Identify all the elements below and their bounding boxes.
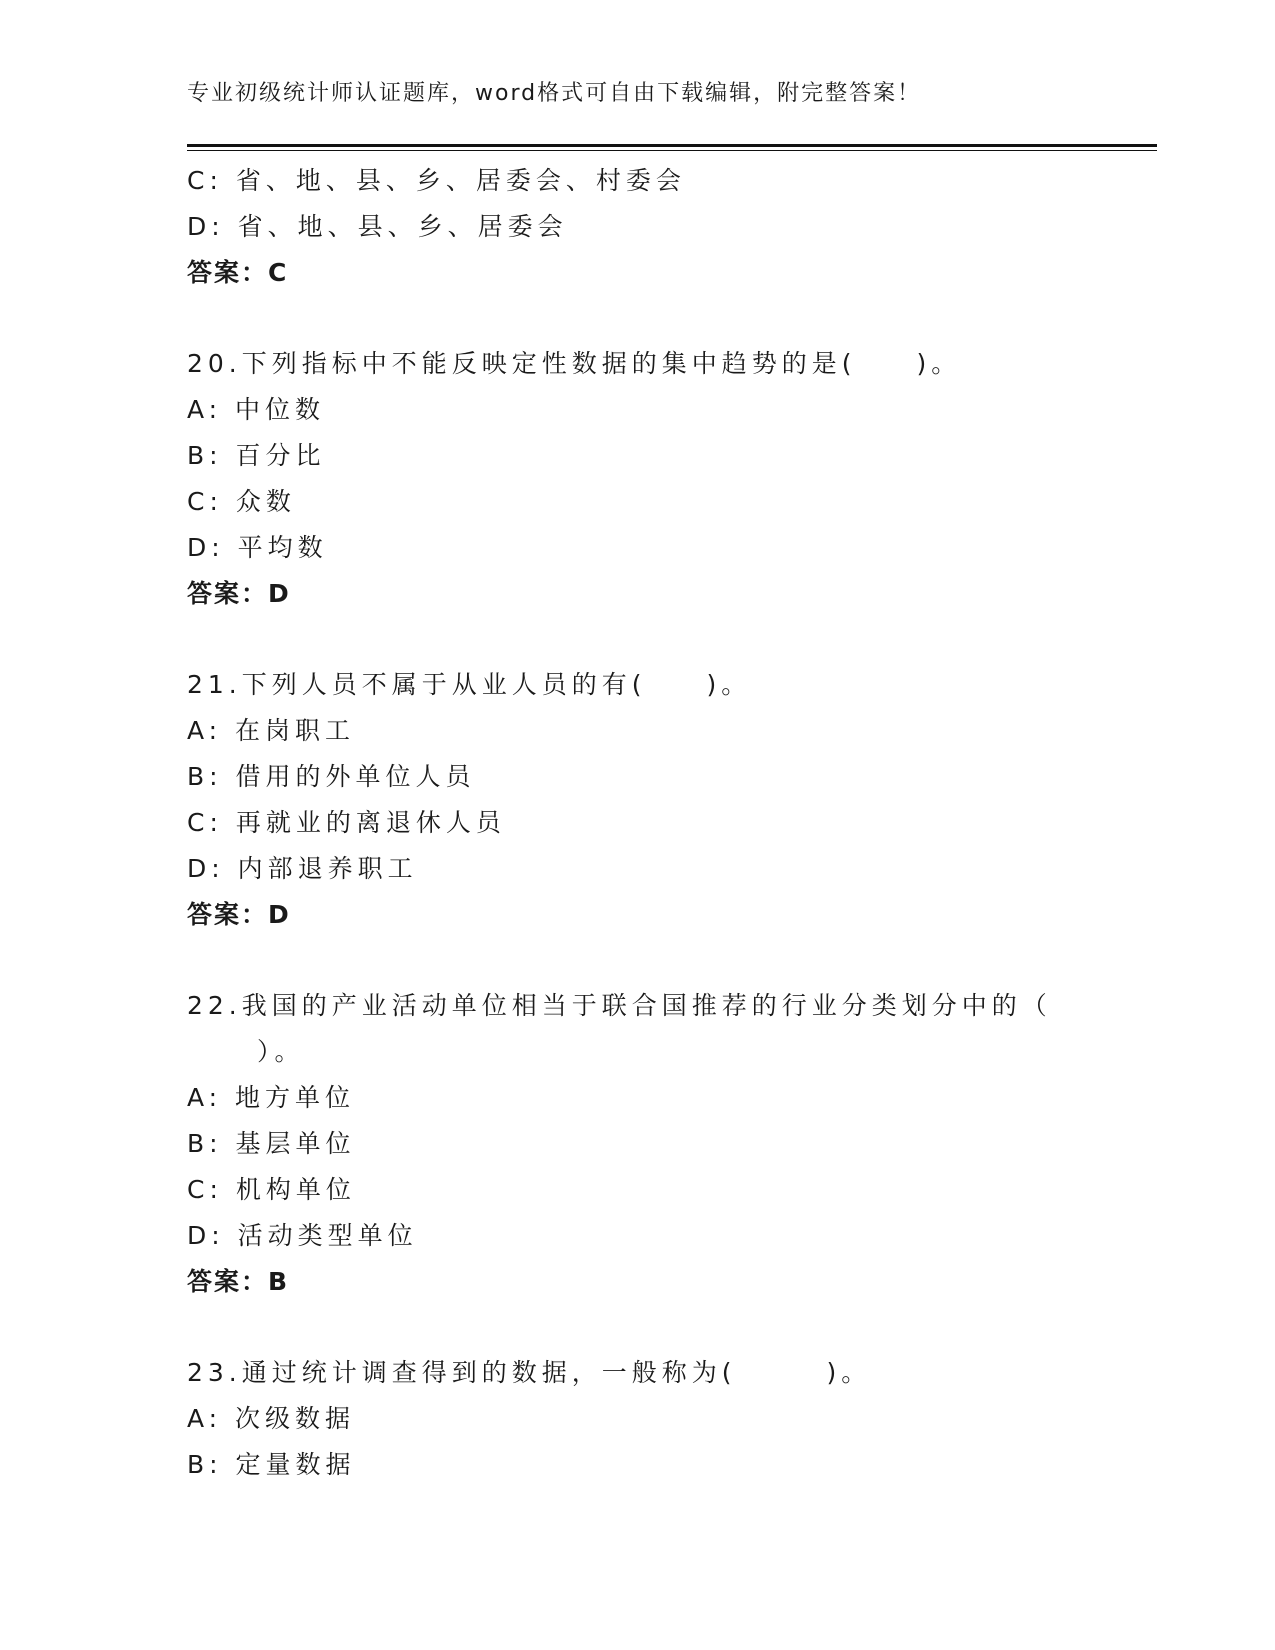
answer: 答案：C [187, 258, 289, 287]
option-a: A: 次级数据 [187, 1404, 356, 1433]
option-a: A: 地方单位 [187, 1083, 356, 1112]
page-header: 专业初级统计师认证题库，word格式可自由下载编辑，附完整答案！ [187, 81, 922, 106]
option-d: D: 省、地、县、乡、居委会 [187, 212, 568, 241]
header-rule-thin [187, 150, 1157, 151]
question-stem-continued: ）。 [257, 1037, 305, 1066]
option-b: B: 百分比 [187, 441, 326, 470]
question-19 [187, 158, 1157, 296]
question-stem: 23.通过统计调查得到的数据，一般称为( )。 [187, 1358, 872, 1387]
option-b: B: 基层单位 [187, 1129, 356, 1158]
question-stem: 21.下列人员不属于从业人员的有( )。 [187, 670, 752, 699]
answer: 答案：D [187, 579, 291, 608]
document-body [187, 158, 1157, 1488]
question-20 [187, 341, 1157, 617]
question-stem: 22.我国的产业活动单位相当于联合国推荐的行业分类划分中的（ [187, 991, 1052, 1020]
option-b: B: 借用的外单位人员 [187, 762, 476, 791]
option-b: B: 定量数据 [187, 1450, 356, 1479]
question-23 [187, 1350, 1157, 1488]
option-d: D: 平均数 [187, 533, 328, 562]
answer: 答案：B [187, 1267, 290, 1296]
option-c: C: 众数 [187, 487, 296, 516]
question-22 [187, 983, 1157, 1305]
answer: 答案：D [187, 900, 291, 929]
option-c: C: 省、地、县、乡、居委会、村委会 [187, 166, 686, 195]
option-d: D: 活动类型单位 [187, 1221, 418, 1250]
question-stem: 20.下列指标中不能反映定性数据的集中趋势的是( )。 [187, 349, 962, 378]
option-c: C: 再就业的离退休人员 [187, 808, 506, 837]
option-a: A: 中位数 [187, 395, 326, 424]
option-c: C: 机构单位 [187, 1175, 356, 1204]
header-rule-thick [187, 144, 1157, 147]
option-d: D: 内部退养职工 [187, 854, 418, 883]
question-21 [187, 662, 1157, 938]
option-a: A: 在岗职工 [187, 716, 356, 745]
